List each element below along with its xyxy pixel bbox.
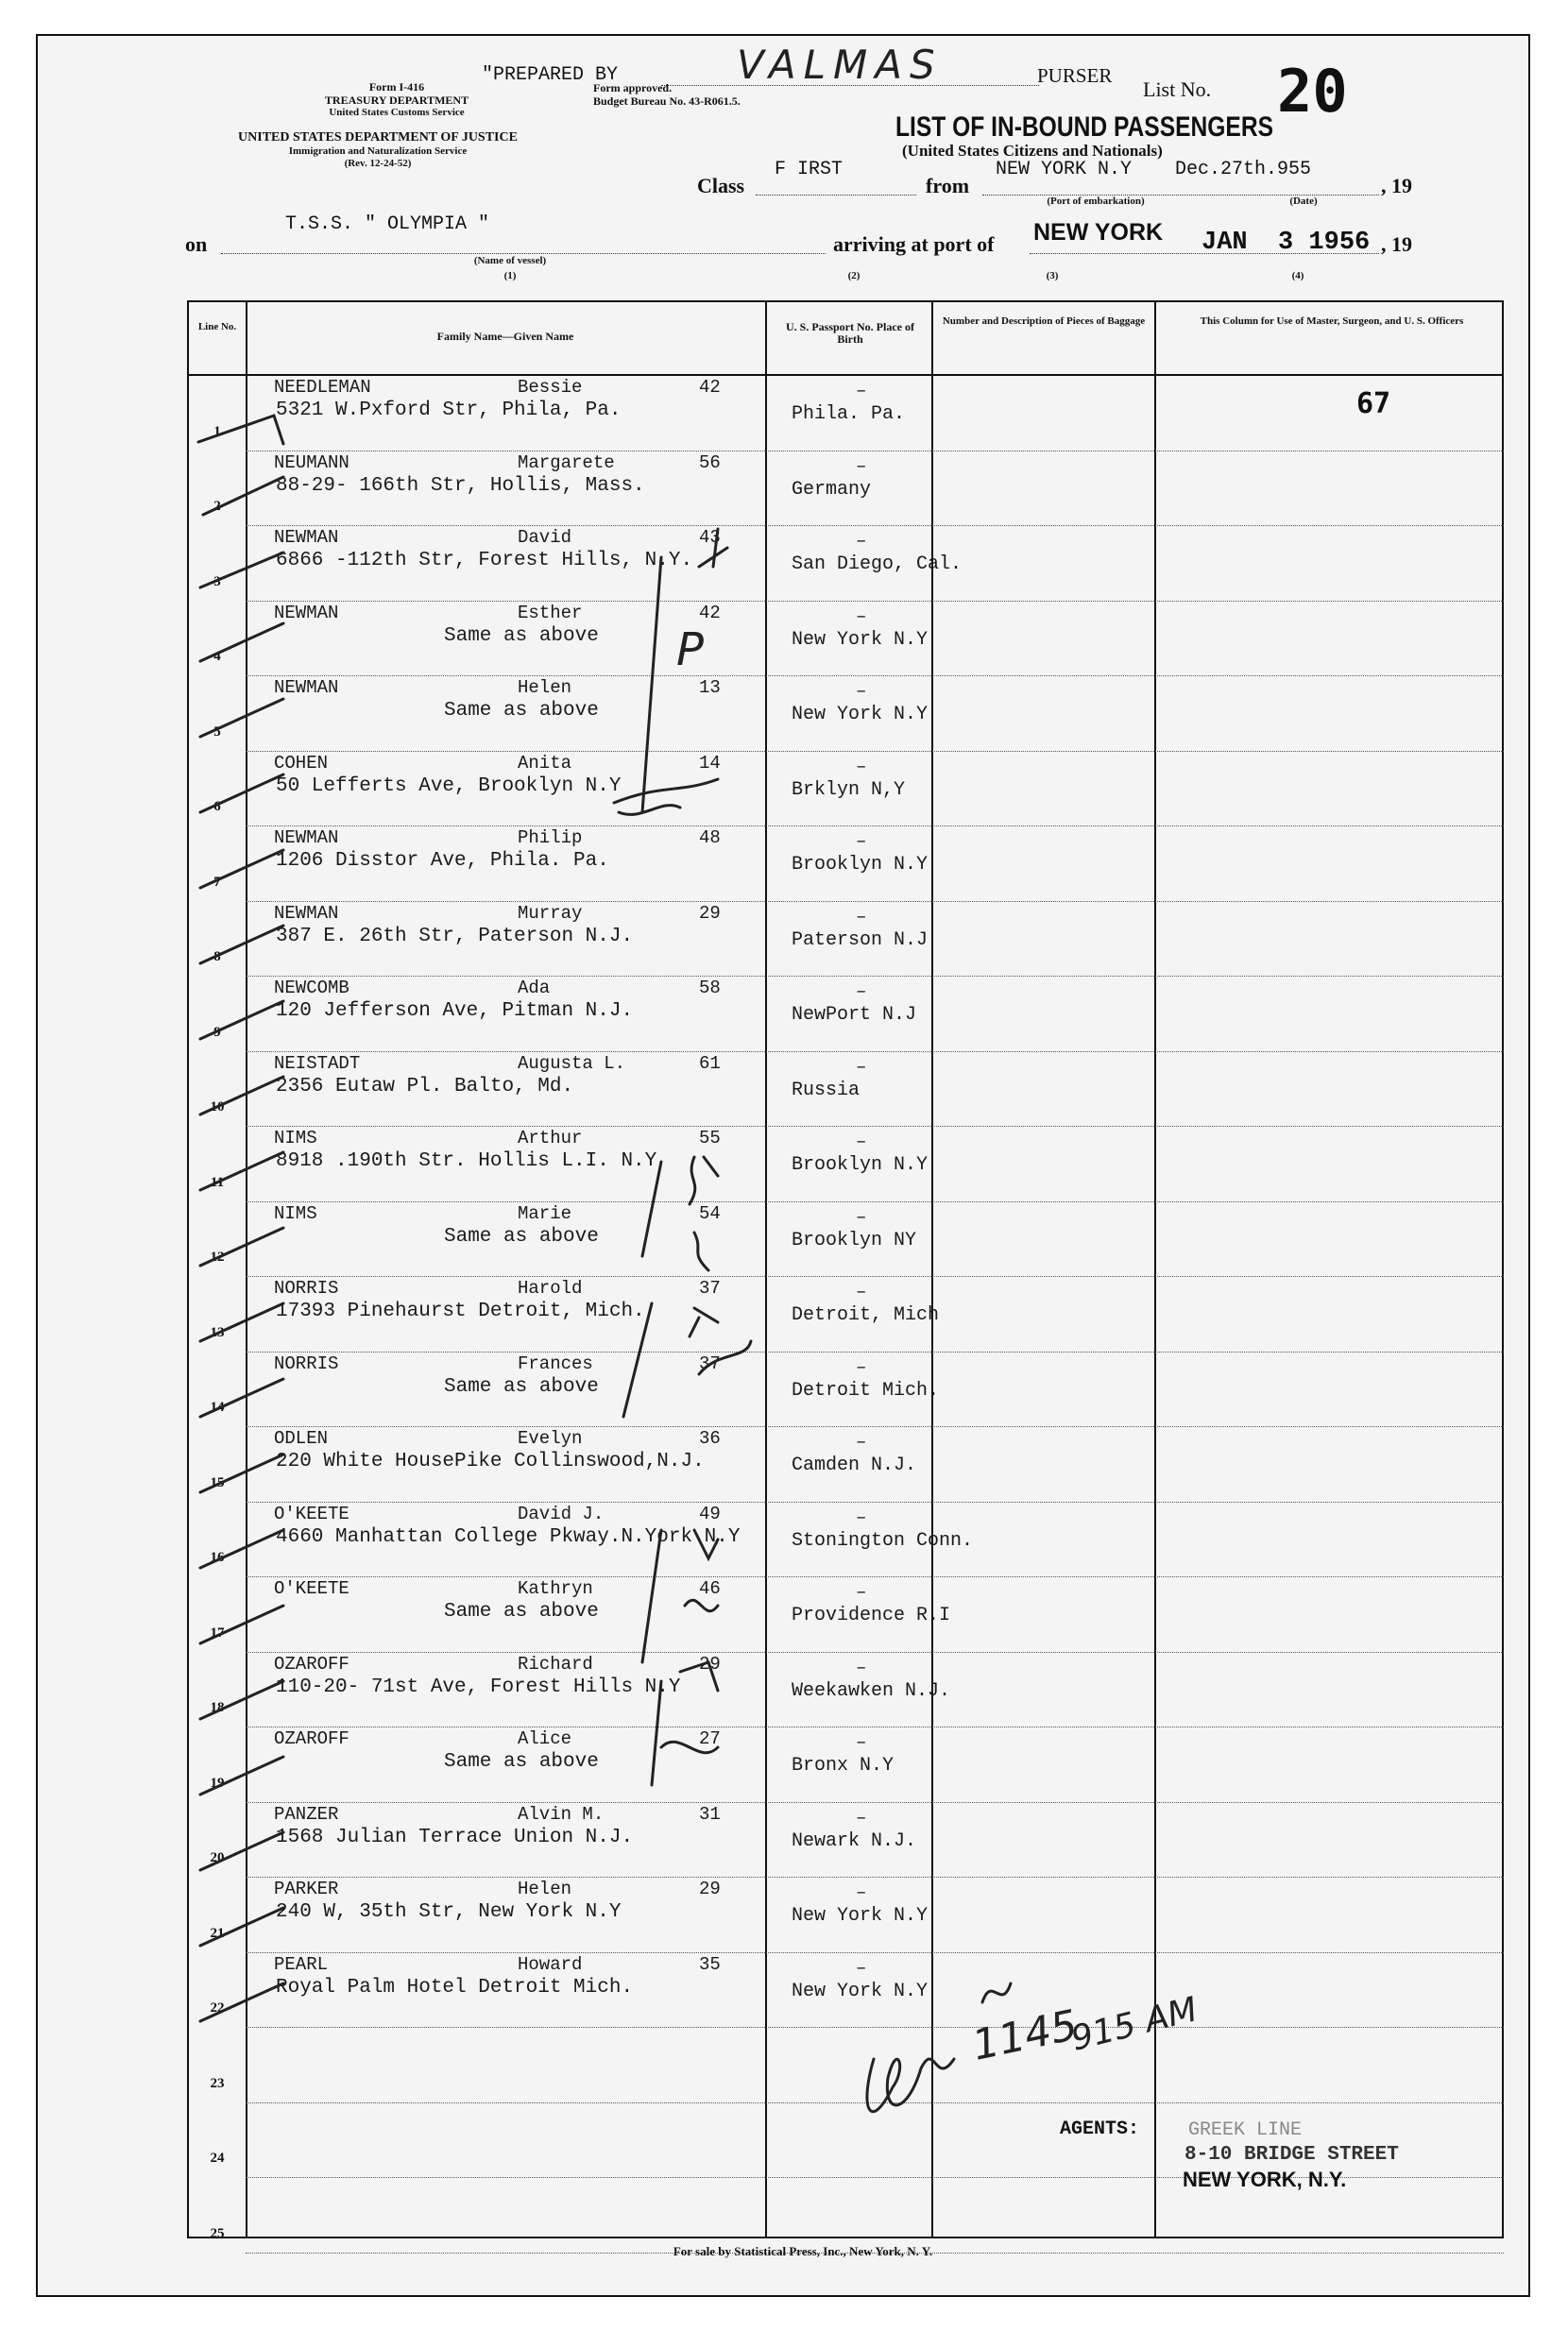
age: 56 [699,452,721,473]
from-label: from [926,174,970,197]
check-mark [200,1001,283,1039]
age: 14 [699,753,721,774]
scribble [690,1308,718,1336]
age: 43 [699,527,721,548]
col-header-line-no: Line No. [197,321,237,332]
address: Same as above [444,700,599,722]
birthplace: Bronx N.Y [792,1755,895,1777]
port-caption: (Port of embarkation) [1047,196,1145,207]
date-caption: (Date) [1289,196,1318,207]
check-mark [200,1379,283,1417]
check-mark [200,926,283,963]
scribble [685,1600,718,1611]
line-number: 21 [210,1926,225,1941]
passport-number: – [856,1131,867,1152]
vessel-caption: (Name of vessel) [473,255,547,266]
check-mark [200,699,283,737]
check-mark [200,553,283,587]
embark-date: Dec.27th.955 [1175,159,1312,180]
given-name: Helen [518,677,572,698]
arrival-port-stamp: NEW YORK [1033,219,1164,246]
passport-number: – [856,831,867,852]
given-name: David J. [518,1504,605,1524]
budget-bureau: Budget Bureau No. 43-R061.5. [593,94,741,108]
passport-number: – [856,531,867,552]
passport-number: – [856,456,867,477]
year-suffix-2: , 19 [1381,232,1412,256]
family-name: O'KEETE [274,1578,349,1599]
check-mark [200,1455,283,1492]
bracket-stroke [642,1530,661,1662]
ins-name: Immigration and Naturalization Service [288,145,468,157]
scribble [661,1742,718,1753]
line-number: 25 [210,2226,225,2241]
check-mark [200,1832,283,1870]
caption-4: (4) [1291,270,1304,281]
scribble [680,1662,718,1691]
check-mark [203,477,283,515]
handwritten-am: 915 AM [1067,1990,1202,2059]
given-name: Alvin M. [518,1804,605,1825]
family-name: NEISTADT [274,1053,361,1074]
given-name: Esther [518,603,583,623]
dept-of-justice: UNITED STATES DEPARTMENT OF JUSTICE [238,130,518,145]
family-name: COHEN [274,753,329,774]
birthplace: New York N.Y [792,629,929,651]
passport-number: – [856,1432,867,1453]
check-mark [200,1530,283,1568]
check-mark [200,1152,283,1190]
age: 55 [699,1128,721,1148]
family-name: NEWMAN [274,527,339,548]
line-number: 7 [213,875,221,890]
year-suffix: , 19 [1381,174,1412,197]
class-label: Class [697,174,745,197]
birthplace: Brooklyn N.Y [792,1154,929,1176]
age: 37 [699,1353,721,1374]
arriving-label: arriving at port of [833,232,995,256]
given-name: David [518,527,572,548]
birthplace: Paterson N.J [792,929,929,951]
given-name: Kathryn [518,1578,593,1599]
family-name: PANZER [274,1804,339,1825]
line-number: 18 [210,1700,225,1715]
passport-number: – [856,1958,867,1979]
family-name: NEWCOMB [274,978,349,998]
scribble [982,1983,1011,2002]
line-number: 22 [210,2000,225,2016]
bracket-stroke [623,1303,652,1417]
scribble [699,1341,751,1374]
agents-line-3: NEW YORK, N.Y. [1183,2168,1347,2191]
agents-line-2: 8-10 BRIDGE STREET [1185,2144,1399,2166]
embark-port: NEW YORK N.Y [996,159,1133,180]
age: 49 [699,1504,721,1524]
age: 36 [699,1428,721,1449]
vessel-name: T.S.S. " OLYMPIA " [285,213,490,235]
address: Same as above [444,1751,599,1773]
age: 13 [699,677,721,698]
passport-number: – [856,981,867,1002]
line-number: 19 [210,1776,225,1791]
age: 37 [699,1278,721,1299]
address: 50 Lefferts Ave, Brooklyn N.Y [276,775,622,797]
passport-number: – [856,1582,867,1603]
passport-number: – [856,1207,867,1228]
form-number: Form I-416 [368,80,425,94]
birthplace: Weekawken N.J. [792,1680,951,1702]
col-header-name: Family Name—Given Name [436,330,574,343]
check-mark [200,623,283,661]
given-name: Anita [518,753,572,774]
family-name: PARKER [274,1879,339,1899]
check-mark [200,1908,283,1946]
family-name: NEWMAN [274,903,339,924]
family-name: NIMS [274,1203,317,1224]
line-number: 2 [213,499,221,514]
age: 61 [699,1053,721,1074]
check-mark [200,1303,283,1341]
address: 1568 Julian Terrace Union N.J. [276,1827,634,1848]
scribble [614,779,718,814]
line-number: 16 [210,1550,225,1565]
prepared-by-label: "PREPARED BY [482,64,619,86]
passport-number: – [856,1507,867,1528]
given-name: Helen [518,1879,572,1899]
birthplace: Brklyn N,Y [792,779,906,801]
given-name: Augusta L. [518,1053,626,1074]
line-number: 23 [210,2076,225,2091]
address: 5321 W.Pxford Str, Phila, Pa. [276,400,622,421]
family-name: NEWMAN [274,603,339,623]
address: Royal Palm Hotel Detroit Mich. [276,1977,634,1999]
birthplace: New York N.Y [792,704,929,725]
age: 46 [699,1578,721,1599]
age: 31 [699,1804,721,1825]
family-name: NEEDLEMAN [274,377,371,398]
passport-number: – [856,681,867,702]
given-name: Harold [518,1278,583,1299]
line-number: 14 [210,1400,225,1415]
class-value: F IRST [775,159,844,180]
line-number: 3 [213,574,221,589]
line-number: 6 [213,799,221,814]
birthplace: NewPort N.J [792,1004,917,1026]
address: Same as above [444,1376,599,1398]
age: 27 [699,1728,721,1749]
passport-number: – [856,1357,867,1378]
given-name: Howard [518,1954,583,1975]
check-mark [200,1681,283,1719]
family-name: O'KEETE [274,1504,349,1524]
birthplace: Brooklyn NY [792,1230,917,1251]
check-mark [198,416,283,444]
birthplace: Germany [792,479,872,501]
birthplace: San Diego, Cal. [792,553,963,575]
address: 1206 Disstor Ave, Phila. Pa. [276,850,609,872]
address: 17393 Pinehaurst Detroit, Mich. [276,1301,645,1322]
purser-name: VALMAS [737,42,943,88]
col-header-officers: This Column for Use of Master, Surgeon, and U. S. Officers [1200,315,1464,327]
caption-1: (1) [503,270,517,281]
given-name: Frances [518,1353,593,1374]
line-number: 12 [210,1250,225,1265]
form-approved: Form approved. [593,81,673,94]
passport-number: – [856,381,867,401]
given-name: Arthur [518,1128,583,1148]
line-number: 4 [213,649,221,664]
agents-label: AGENTS: [1060,2118,1140,2140]
age: 42 [699,377,721,398]
handwritten-time: 1145 [968,2000,1082,2070]
given-name: Richard [518,1654,593,1675]
given-name: Marie [518,1203,572,1224]
page-title: LIST OF IN-BOUND PASSENGERS [895,111,1274,143]
given-name: Alice [518,1728,572,1749]
given-name: Margarete [518,452,615,473]
line-number: 24 [210,2151,225,2166]
family-name: NEWMAN [274,827,339,848]
family-name: NORRIS [274,1353,339,1374]
passport-number: – [856,606,867,627]
check-mark [200,1983,283,2021]
address: 120 Jefferson Ave, Pitman N.J. [276,1000,634,1022]
given-name: Evelyn [518,1428,583,1449]
birthplace: Providence R.I [792,1605,951,1626]
passport-number: – [856,1282,867,1302]
age: 48 [699,827,721,848]
check-mark [200,1606,283,1643]
line-number: 13 [210,1325,225,1340]
line-number: 20 [210,1850,225,1865]
check-mark [200,1228,283,1266]
scribble [694,1233,708,1270]
bracket-stroke [642,1162,661,1256]
line-number: 9 [213,1025,221,1040]
birthplace: Newark N.J. [792,1830,917,1852]
line-number: 11 [210,1175,225,1190]
birthplace: New York N.Y [792,1905,929,1927]
address: 110-20- 71st Ave, Forest Hills N.Y [276,1676,681,1698]
birthplace: Detroit, Mich [792,1304,940,1326]
address: 387 E. 26th Str, Paterson N.J. [276,926,634,947]
check-mark [200,1757,283,1795]
signature [867,2059,954,2112]
address: Same as above [444,625,599,647]
address: 88-29- 166th Str, Hollis, Mass. [276,475,645,497]
passport-number: – [856,1882,867,1903]
arrival-date-stamp: JAN 3 1956 [1202,229,1371,257]
family-name: OZAROFF [274,1728,349,1749]
family-name: OZAROFF [274,1654,349,1675]
check-mark [200,850,283,888]
passport-number: – [856,1808,867,1829]
scribble [690,1157,718,1204]
passport-number: – [856,907,867,927]
family-name: NEWMAN [274,677,339,698]
revision: (Rev. 12-24-52) [344,158,412,169]
birthplace: Stonington Conn. [792,1530,974,1552]
birthplace: Detroit Mich. [792,1380,940,1402]
age: 58 [699,978,721,998]
birthplace: Camden N.J. [792,1455,917,1476]
age: 35 [699,1954,721,1975]
age: 42 [699,603,721,623]
printer-footer: For sale by Statistical Press, Inc., New York, N. Y. [673,2244,933,2258]
age: 29 [699,1879,721,1899]
bracket-stroke [652,1681,661,1785]
page-subtitle: (United States Citizens and Nationals) [902,142,1163,160]
list-no-label: List No. [1143,77,1212,101]
family-name: NORRIS [274,1278,339,1299]
on-label: on [185,232,208,256]
scribble [694,1530,718,1558]
treasury-dept: TREASURY DEPARTMENT [324,94,469,107]
family-name: PEARL [274,1954,329,1975]
bracket-stroke [699,529,727,567]
birthplace: Brooklyn N.Y [792,854,929,876]
list-no-value: 20 [1277,57,1348,126]
birthplace: New York N.Y [792,1981,929,2002]
given-name: Ada [518,978,551,998]
agents-line-1: GREEK LINE [1188,2119,1303,2141]
family-name: ODLEN [274,1428,329,1449]
age: 54 [699,1203,721,1224]
line-number: 8 [213,949,221,964]
caption-2: (2) [847,270,861,281]
given-name: Bessie [518,377,583,398]
address: 4660 Manhattan College Pkway.N.York N.Y [276,1526,741,1548]
col-header-passport: U. S. Passport No. Place of Birth [786,320,914,346]
passport-number: – [856,757,867,777]
passport-number: – [856,1658,867,1678]
bracket-stroke [642,557,661,812]
officer-note: 67 [1356,387,1391,420]
age: 29 [699,1654,721,1675]
col-header-baggage: Number and Description of Pieces of Baggage [942,315,1146,327]
age: 29 [699,903,721,924]
address: 6866 -112th Str, Forest Hills, N.Y. [276,550,693,571]
address: 240 W, 35th Str, New York N.Y [276,1901,622,1923]
birthplace: Phila. Pa. [792,403,906,425]
check-mark [200,1077,283,1114]
family-name: NIMS [274,1128,317,1148]
address: Same as above [444,1226,599,1248]
given-name: Murray [518,903,583,924]
address: Same as above [444,1601,599,1623]
handwritten-p: P [676,623,704,676]
line-number: 1 [213,424,221,439]
address: 220 White HousePike Collinswood,N.J. [276,1451,705,1472]
check-mark [200,774,283,812]
caption-3: (3) [1046,270,1059,281]
address: 2356 Eutaw Pl. Balto, Md. [276,1076,574,1097]
line-number: 10 [210,1099,225,1114]
line-number: 17 [210,1625,225,1641]
purser-label: PURSER [1037,64,1113,87]
birthplace: Russia [792,1080,861,1101]
passport-number: – [856,1732,867,1753]
passport-number: – [856,1057,867,1078]
address: 8918 .190th Str. Hollis L.I. N.Y [276,1150,657,1172]
line-number: 15 [210,1475,225,1490]
customs-service: United States Customs Service [329,107,465,118]
given-name: Philip [518,827,583,848]
family-name: NEUMANN [274,452,349,473]
line-number: 5 [213,724,221,740]
